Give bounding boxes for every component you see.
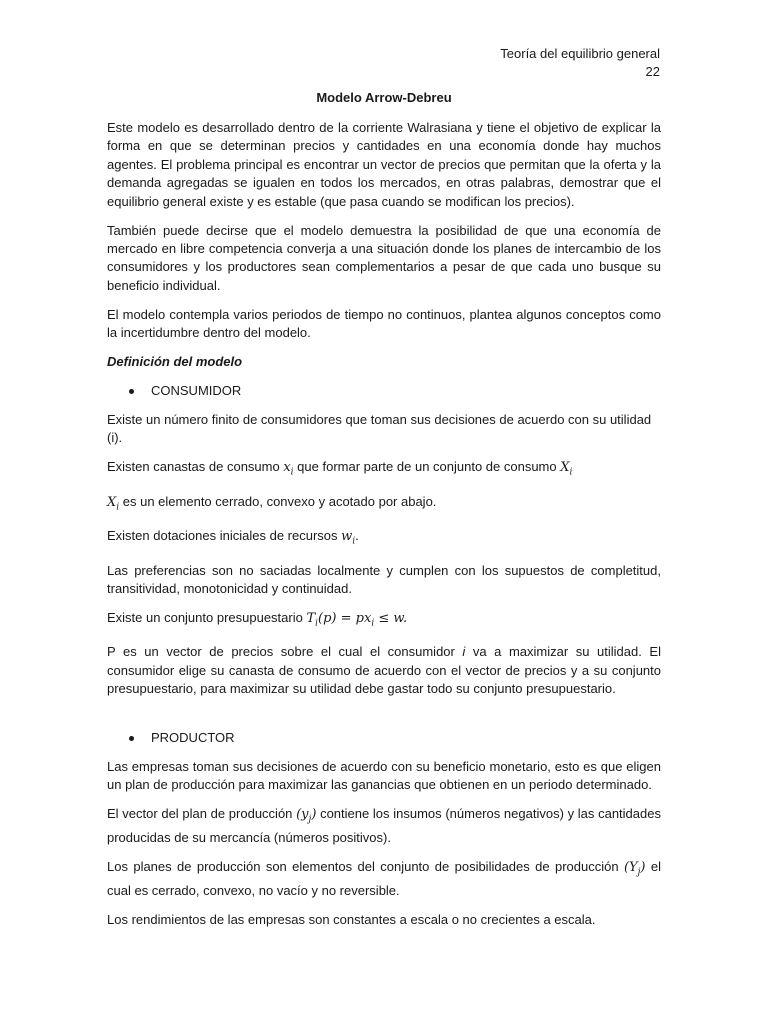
- page-number: 22: [645, 64, 660, 79]
- math-budget-set: $T_i(p) = px_i \le w$.: [306, 610, 408, 629]
- math-w-i: $w_i$: [341, 529, 356, 547]
- math-y-j: $(y_j)$: [296, 807, 317, 825]
- section-title: Modelo Arrow-Debreu: [316, 90, 452, 105]
- consumer-paragraph-6: Existe un conjunto presupuestario $T_i(p) = px_i \le w$.: [107, 609, 408, 629]
- consumer-paragraph-3: $X_i$ es un elemento cerrado, convexo y acotado por abajo.: [107, 493, 437, 513]
- producer-paragraph-4: Los rendimientos de las empresas son constantes a escala o no crecientes a escala.: [107, 912, 596, 928]
- intro-paragraph-2: También puede decirse que el modelo demuestra la posibilidad de que una economía de mercado en libre competencia converja a una situación donde los planes de intercambio de los consumidores y los productores sean complementarios a pesar de que cada uno busque su beneficio individual.: [107, 222, 661, 293]
- producer-paragraph-3: Los planes de producción son elementos del conjunto de posibilidades de producción $(Y_j)$ el cual es cerrado, convexo, no vacío y no reversible.: [107, 859, 661, 899]
- bullet-dot-icon: [129, 389, 134, 394]
- consumer-bullet: [107, 382, 661, 400]
- definition-heading: Definición del modelo: [107, 353, 243, 369]
- document-body: [107, 119, 661, 940]
- intro-paragraph-1: Este modelo es desarrollado dentro de la corriente Walrasiana y tiene el objetivo de explicar la forma en que se determinan precios y cantidades en una economía donde hay muchos agentes. El problema principal es encontrar un vector de precios que permitan que la oferta y la demanda agregadas se igualen en todos los mercados, en otras palabras, demostrar que el equilibrio general existe y es estable (que pasa cuando se modifican los precios).: [107, 120, 661, 209]
- math-X-i: $X_i$: [107, 494, 120, 513]
- math-x-i: $x_i$: [283, 460, 294, 478]
- intro-paragraph-3: El modelo contempla varios periodos de tiempo no continuos, plantea algunos conceptos como la incertidumbre dentro del modelo.: [107, 306, 661, 341]
- consumer-paragraph-2: Existen canastas de consumo $x_i$ que formar parte de un conjunto de consumo $X_i$: [107, 459, 573, 478]
- running-title: Teoría del equilibrio general: [500, 46, 660, 61]
- producer-heading: PRODUCTOR: [151, 730, 235, 746]
- producer-bullet: [107, 729, 661, 747]
- consumer-heading: CONSUMIDOR: [151, 382, 242, 398]
- consumer-paragraph-5: Las preferencias son no saciadas localmente y cumplen con los supuestos de completitud, transitividad, monotonicidad y continuidad.: [107, 562, 661, 596]
- consumer-paragraph-1: Existe un número finito de consumidores que toman sus decisiones de acuerdo con su utilidad (i).: [107, 411, 652, 446]
- bullet-dot-icon: [129, 736, 134, 741]
- producer-paragraph-1: Las empresas toman sus decisiones de acuerdo con su beneficio monetario, esto es que eligen un plan de producción para maximizar las ganancias que obtienen en un periodo determinado.: [107, 759, 661, 793]
- math-X-i: $X_i$: [560, 460, 573, 478]
- page-header: [500, 45, 660, 81]
- spacer: [107, 709, 661, 729]
- producer-paragraph-2: El vector del plan de producción $(y_j)$ contiene los insumos (números negativos) y las cantidades producidas de su mercancía (números positivos).: [107, 806, 661, 846]
- math-Y-j: $(Y_j)$: [623, 860, 646, 878]
- consumer-paragraph-7: P es un vector de precios sobre el cual el consumidor i va a maximizar su utilidad. El consumidor elige su canasta de consumo de acuerdo con el vector de precios y a su conjunto presupuestario, para maximizar su utilidad debe gastar todo su conjunto presupuestario.: [107, 644, 661, 697]
- consumer-paragraph-4: Existen dotaciones iniciales de recursos $w_i$.: [107, 528, 359, 547]
